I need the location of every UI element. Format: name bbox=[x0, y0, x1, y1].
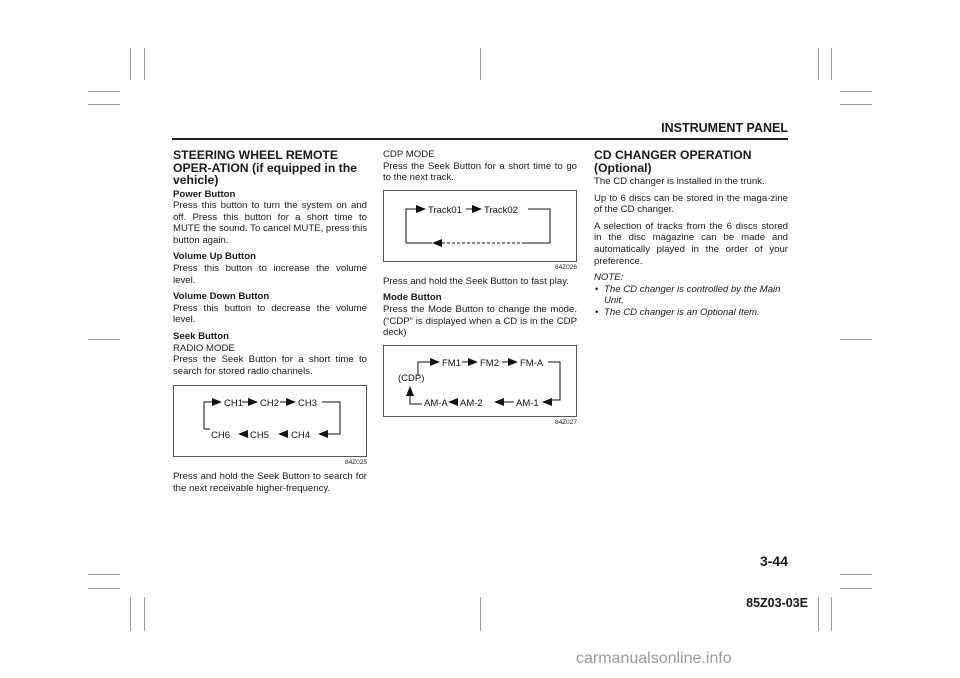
crop-mark bbox=[840, 91, 872, 92]
header-rule bbox=[172, 138, 788, 140]
power-section bbox=[173, 189, 367, 247]
crop-mark bbox=[88, 104, 120, 105]
power-button-title: Power Button bbox=[173, 188, 236, 200]
cdp-label: (CDP) bbox=[398, 372, 425, 384]
note-label: NOTE: bbox=[594, 272, 624, 284]
track02-label: Track02 bbox=[484, 204, 518, 216]
crop-mark bbox=[818, 48, 819, 80]
cd-changer-p2: Up to 6 discs can be stored in the maga-zine of the CD changer. bbox=[594, 192, 788, 216]
cd-changer-p3: A selection of tracks from the 6 discs stored in the disc magazine can be made and automatically played in the order of your preference. bbox=[594, 220, 788, 267]
ch5-label: CH5 bbox=[250, 430, 270, 442]
volume-down-section bbox=[173, 291, 367, 326]
cdp-mode-section bbox=[383, 149, 577, 184]
volume-down-text: Press this button to decrease the volume level. bbox=[173, 302, 367, 326]
am1-label: AM-1 bbox=[516, 397, 539, 409]
fm2-label: FM2 bbox=[480, 357, 499, 369]
volume-down-title: Volume Down Button bbox=[173, 291, 270, 303]
ch4-label: CH4 bbox=[291, 430, 311, 442]
crop-mark bbox=[144, 48, 145, 80]
volume-up-title: Volume Up Button bbox=[173, 251, 256, 263]
radio-channel-diagram bbox=[173, 385, 367, 457]
radio-mode-label: RADIO MODE bbox=[173, 342, 235, 354]
after-figure-text: Press and hold the Seek Button to search for the next receivable higher-frequency. bbox=[173, 471, 367, 494]
ama-label: AM-A bbox=[424, 397, 448, 409]
note-block bbox=[594, 272, 788, 318]
watermark: carmanualsonline.info bbox=[576, 650, 732, 667]
crop-mark bbox=[831, 597, 832, 631]
note-item: • The CD changer is an Optional Item. bbox=[594, 307, 788, 319]
document-code: 85Z03-03E bbox=[746, 596, 808, 610]
crop-mark bbox=[831, 48, 832, 80]
mode-button-text: Press the Mode Button to change the mode. (“CDP” is displayed when a CD is in the CDP deck) bbox=[383, 303, 577, 339]
note-list bbox=[594, 284, 788, 319]
crop-mark bbox=[840, 588, 872, 589]
cdp-mode-label: CDP MODE bbox=[383, 149, 435, 160]
figure-caption: 84Z025 bbox=[344, 459, 367, 467]
steering-remote-heading: STEERING WHEEL REMOTE OPER-ATION (if equipped in the vehicle) bbox=[173, 148, 357, 187]
volume-up-section bbox=[173, 251, 367, 286]
hold-text: Press and hold the Seek Button to fast play. bbox=[383, 275, 569, 287]
crop-mark bbox=[144, 597, 145, 631]
mode-svg bbox=[384, 346, 576, 416]
crop-mark bbox=[840, 574, 872, 575]
figure-caption: 84Z027 bbox=[554, 418, 577, 426]
mode-button-title: Mode Button bbox=[383, 292, 442, 304]
crop-mark bbox=[88, 339, 120, 340]
cd-changer-heading: CD CHANGER OPERATION (Optional) bbox=[594, 148, 752, 175]
track-svg bbox=[384, 191, 576, 261]
ch3-label: CH3 bbox=[298, 398, 318, 410]
crop-mark bbox=[130, 597, 131, 631]
crop-mark bbox=[480, 597, 481, 631]
crop-mark bbox=[88, 91, 120, 92]
seek-section bbox=[173, 331, 367, 377]
crop-mark bbox=[840, 339, 872, 340]
radio-channel-svg bbox=[174, 386, 366, 456]
section-header: INSTRUMENT PANEL bbox=[661, 121, 788, 135]
crop-mark bbox=[840, 104, 872, 105]
fma-label: FM-A bbox=[520, 357, 544, 369]
power-button-text: Press this button to turn the system on and off. Press this button for a short time to MUTE the sound. To cancel MUTE, press this button again. bbox=[173, 200, 367, 246]
cdp-mode-text: Press the Seek Button for a short time to go to the next track. bbox=[383, 160, 577, 184]
figure-caption: 84Z026 bbox=[554, 263, 577, 271]
am2-label: AM-2 bbox=[460, 397, 483, 409]
crop-mark bbox=[130, 48, 131, 80]
right-column bbox=[594, 149, 788, 319]
seek-button-text: Press the Seek Button for a short time to search for stored radio channels. bbox=[173, 354, 367, 377]
ch2-label: CH2 bbox=[260, 398, 280, 410]
seek-button-title: Seek Button bbox=[173, 331, 229, 343]
cd-changer-p1: The CD changer is installed in the trunk. bbox=[594, 176, 765, 187]
track-diagram bbox=[383, 190, 577, 262]
ch6-label: CH6 bbox=[211, 430, 231, 442]
mode-diagram bbox=[383, 345, 577, 417]
crop-mark bbox=[818, 597, 819, 631]
page-number: 3-44 bbox=[759, 553, 788, 569]
middle-column bbox=[383, 149, 577, 431]
fm1-label: FM1 bbox=[442, 357, 461, 369]
left-column bbox=[173, 149, 367, 500]
ch1-label: CH1 bbox=[224, 398, 244, 410]
volume-up-text: Press this button to increase the volume level. bbox=[173, 263, 367, 286]
track01-label: Track01 bbox=[428, 204, 462, 216]
crop-mark bbox=[480, 48, 481, 80]
crop-mark bbox=[88, 588, 120, 589]
crop-mark bbox=[88, 574, 120, 575]
note-item: • The CD changer is controlled by the Main Unit. bbox=[594, 284, 788, 307]
mode-section bbox=[383, 292, 577, 338]
